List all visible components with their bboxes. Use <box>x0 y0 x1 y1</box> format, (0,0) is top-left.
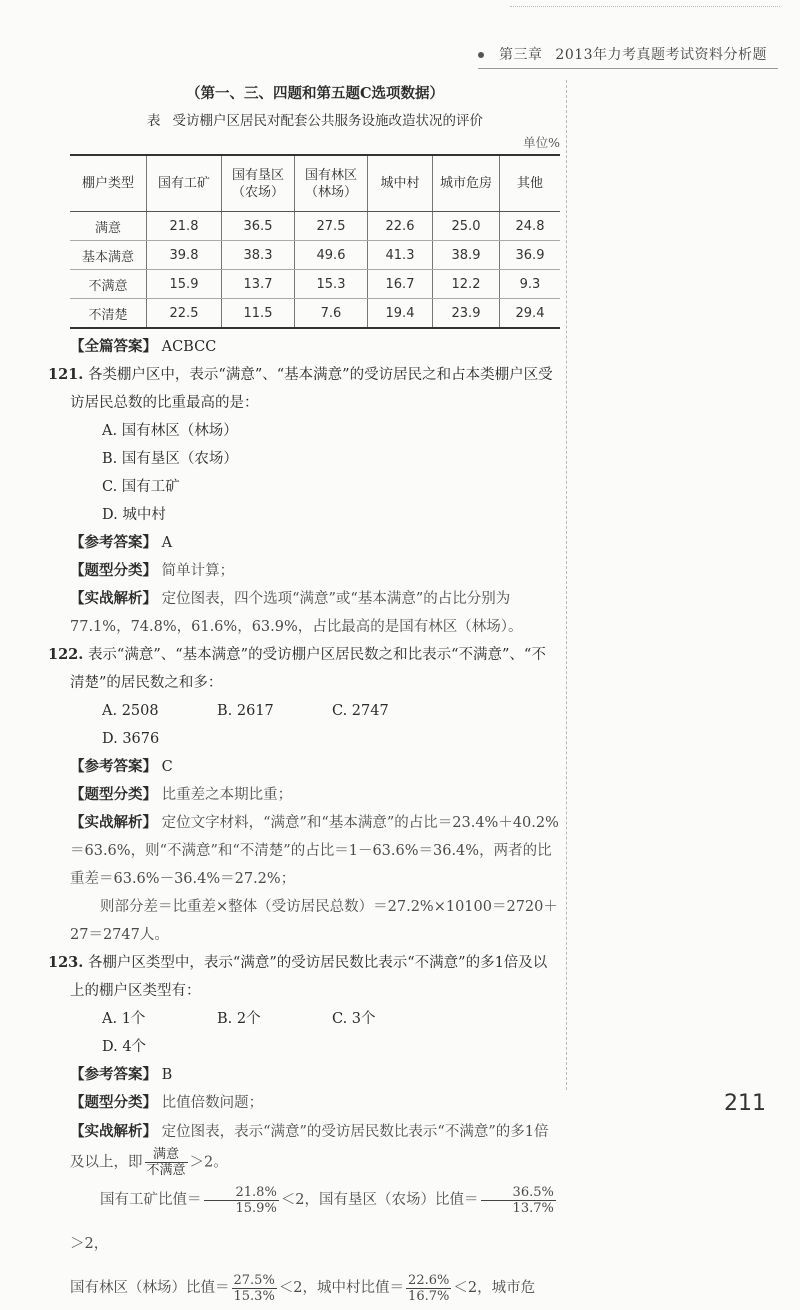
table-cell: 23.9 <box>433 299 500 329</box>
table-cell: 25.0 <box>433 212 500 241</box>
answer-line <box>70 1061 560 1089</box>
table-unit: 单位% <box>523 135 560 150</box>
table-cell: 38.9 <box>433 241 500 270</box>
fraction <box>232 1273 277 1304</box>
option: C. 2747 <box>332 703 389 719</box>
option: B. 2个 <box>217 1011 261 1027</box>
question-stem: 各棚户区类型中，表示“满意”的受访居民数比表示“不满意”的多1倍及以上的棚户区类型有： <box>70 955 548 999</box>
answer-tag: 【参考答案】 <box>70 534 157 551</box>
body-text <box>48 333 560 1310</box>
analysis-tag: 【实战解析】 <box>70 1123 157 1140</box>
table-cell: 29.4 <box>500 299 561 329</box>
fraction-numerator: 27.5% <box>233 1272 275 1288</box>
table-cell: 16.7 <box>368 270 433 299</box>
full-answer-line <box>70 333 560 361</box>
type-value: 简单计算； <box>161 563 235 579</box>
calc-line-2 <box>70 1266 560 1310</box>
binding-margin <box>566 80 567 1090</box>
calc-text: ＜2，城中村比值＝ <box>278 1280 405 1296</box>
fraction-denominator: 不满意 <box>146 1163 186 1178</box>
column-header: 国有工矿 <box>147 155 222 212</box>
table-cell: 41.3 <box>368 241 433 270</box>
type-tag: 【题型分类】 <box>70 562 157 579</box>
question-stem: 表示“满意”、“基本满意”的受访棚户区居民数之和比表示“不满意”、“不清楚”的居民数之和多： <box>70 647 546 691</box>
calc-text: 国有林区（林场）比值＝ <box>70 1280 230 1296</box>
row-label: 满意 <box>70 212 147 241</box>
table-row <box>70 212 560 241</box>
fraction-denominator: 15.3% <box>233 1288 275 1304</box>
table-cell: 36.9 <box>500 241 561 270</box>
fraction-numerator: 22.6% <box>408 1272 450 1288</box>
column-header: 城市危房 <box>433 155 500 212</box>
running-header <box>478 44 778 64</box>
option: C. 国有工矿 <box>102 479 180 495</box>
fraction-denominator: 15.9% <box>235 1200 277 1216</box>
column-header: 城中村 <box>368 155 433 212</box>
table-cell: 7.6 <box>295 299 368 329</box>
fraction <box>145 1147 188 1178</box>
table-cell: 21.8 <box>147 212 222 241</box>
fraction <box>406 1273 451 1304</box>
analysis-text: 定位文字材料，“满意”和“基本满意”的占比＝23.4%＋40.2%＝63.6%，则“不满意”和“不清楚”的占比＝1－63.6%＝36.4%，两者的比重差＝63.6%－36.4%＝27.2%； <box>70 815 559 887</box>
scan-noise <box>510 6 780 10</box>
analysis-tag: 【实战解析】 <box>70 590 157 607</box>
fraction-denominator: 16.7% <box>408 1288 450 1304</box>
table-caption <box>70 109 560 129</box>
column-header: 其他 <box>500 155 561 212</box>
type-tag: 【题型分类】 <box>70 786 157 803</box>
fraction-denominator: 13.7% <box>512 1200 554 1216</box>
answer-value: B <box>161 1067 173 1083</box>
fraction-numerator: 36.5% <box>481 1185 556 1201</box>
table-cell: 19.4 <box>368 299 433 329</box>
option: C. 3个 <box>332 1011 376 1027</box>
analysis-line <box>70 1117 560 1178</box>
question-121 <box>48 361 560 417</box>
answer-value: A <box>161 535 173 551</box>
row-label: 不清楚 <box>88 307 128 323</box>
option: D. 城中村 <box>102 507 166 523</box>
caption-text: 受访棚户区居民对配套公共服务设施改造状况的评价 <box>172 113 483 129</box>
analysis-tag: 【实战解析】 <box>70 814 157 831</box>
type-line <box>70 1089 560 1117</box>
full-answer-value: ACBCC <box>161 339 217 355</box>
question-number: 122. <box>48 646 84 663</box>
column-header: 国有林区（林场） <box>295 155 368 212</box>
question-number: 121. <box>48 366 84 383</box>
table-header-row <box>70 155 560 212</box>
analysis-text: 定位图表，表示“满意”的受访居民数比表示“不满意”的多1倍及以上，即 <box>70 1124 549 1171</box>
row-label: 基本满意 <box>70 241 147 270</box>
question-number: 123. <box>48 954 84 971</box>
option: A. 1个 <box>102 1011 146 1027</box>
table-cell: 49.6 <box>295 241 368 270</box>
table-cell: 38.3 <box>222 241 295 270</box>
options-121 <box>70 417 560 529</box>
header-rule <box>478 68 778 69</box>
answer-tag: 【参考答案】 <box>70 1066 157 1083</box>
question-123 <box>48 949 560 1005</box>
options-122 <box>70 697 560 753</box>
answer-line <box>70 753 560 781</box>
calc-line-1 <box>70 1178 560 1266</box>
table-cell: 39.8 <box>147 241 222 270</box>
caption-label: 表 <box>147 113 161 129</box>
fraction <box>204 1185 279 1216</box>
option: A. 2508 <box>102 703 159 719</box>
option: B. 国有垦区（农场） <box>102 451 238 467</box>
table-cell: 22.6 <box>368 212 433 241</box>
calc-text: ＜2，国有垦区（农场）比值＝ <box>280 1192 479 1208</box>
answer-line <box>70 529 560 557</box>
page-number: 211 <box>724 1091 766 1116</box>
table-cell: 11.5 <box>222 299 295 329</box>
column-header: 棚户类型 <box>70 155 147 212</box>
table-cell: 12.2 <box>433 270 500 299</box>
table-cell: 15.9 <box>147 270 222 299</box>
bullet-icon <box>478 52 484 58</box>
data-table <box>70 154 560 329</box>
header-title: 2013年力考真题考试资料分析题 <box>555 47 768 63</box>
full-answer-tag: 【全篇答案】 <box>70 338 157 355</box>
table-cell: 36.5 <box>222 212 295 241</box>
row-label: 不满意 <box>70 270 147 299</box>
fraction-numerator: 满意 <box>145 1147 188 1163</box>
answer-value: C <box>161 759 173 775</box>
analysis-line <box>70 585 560 641</box>
option: D. 3676 <box>102 731 160 747</box>
calc-text: ＜2，城市危 <box>453 1280 536 1296</box>
fraction <box>481 1185 556 1216</box>
table-cell: 13.7 <box>222 270 295 299</box>
fraction-numerator: 21.8% <box>204 1185 279 1201</box>
type-line <box>70 557 560 585</box>
option: D. 4个 <box>102 1039 147 1055</box>
options-123 <box>70 1005 560 1061</box>
type-line <box>70 781 560 809</box>
calc-text: ＞2， <box>70 1236 109 1252</box>
analysis-text-end: ＞2。 <box>189 1154 228 1171</box>
analysis-continued: 则部分差＝比重差×整体（受访居民总数）＝27.2%×10100＝2720＋27＝2747人。 <box>70 899 558 943</box>
analysis-line <box>70 809 560 893</box>
header-chapter: 第三章 <box>498 47 543 63</box>
column-header: 国有垦区（农场） <box>222 155 295 212</box>
type-tag: 【题型分类】 <box>70 1094 157 1111</box>
analysis-text: 定位图表，四个选项“满意”或“基本满意”的占比分别为77.1%，74.8%，61.6%，63.9%，占比最高的是国有林区（林场）。 <box>70 591 523 635</box>
option: A. 国有林区（林场） <box>102 423 238 439</box>
type-value: 比值倍数问题； <box>161 1095 264 1111</box>
table-cell: 15.3 <box>295 270 368 299</box>
table-cell: 24.8 <box>500 212 561 241</box>
type-value: 比重差之本期比重； <box>161 787 293 803</box>
question-stem: 各类棚户区中，表示“满意”、“基本满意”的受访居民之和占本类棚户区受访居民总数的比重最高的是： <box>70 367 553 411</box>
answer-tag: 【参考答案】 <box>70 758 157 775</box>
question-122 <box>48 641 560 697</box>
table-cell: 9.3 <box>500 270 561 299</box>
table-cell: 27.5 <box>295 212 368 241</box>
calc-text: 国有工矿比值＝ <box>100 1192 202 1208</box>
table-row <box>70 241 560 270</box>
table-row <box>70 270 560 299</box>
option: B. 2617 <box>217 703 274 719</box>
content <box>48 82 560 1310</box>
table-row <box>70 299 560 329</box>
table-heading: （第一、三、四题和第五题C选项数据） <box>185 85 445 102</box>
table-cell: 22.5 <box>147 299 222 329</box>
